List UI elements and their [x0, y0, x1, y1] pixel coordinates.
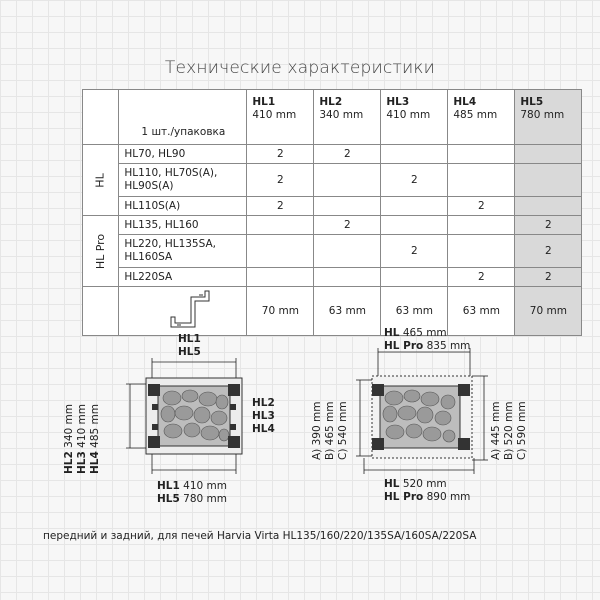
bracket-value-cell: 63 mm [448, 287, 515, 336]
right-left-labels: A) 390 mm B) 465 mm C) 540 mm [311, 401, 349, 460]
col-header-hl1: HL1 410 mm [247, 90, 314, 145]
value-cell: 2 [448, 197, 515, 216]
right-top-labels: HL 465 mm HL Pro 835 mm [384, 327, 471, 352]
model-cell: HL135, HL160 [119, 216, 247, 235]
model-cell: HL220SA [119, 268, 247, 287]
value-cell: 2 [247, 145, 314, 164]
model-cell: HL110, HL70S(A), HL90S(A) [119, 164, 247, 197]
page-title: Технические характеристики [164, 58, 436, 78]
bracket-value-cell: 63 mm [314, 287, 381, 336]
group-label-hl-pro: HL Pro [83, 216, 119, 287]
bracket-value-cell: 70 mm [515, 287, 582, 336]
left-side-labels: HL2 340 mm HL3 410 mm HL4 485 mm [63, 404, 101, 474]
value-cell: 2 [448, 268, 515, 287]
model-cell: HL70, HL90 [119, 145, 247, 164]
value-cell: 2 [247, 197, 314, 216]
group-label-hl: HL [83, 145, 119, 216]
col-header-hl2: HL2 340 mm [314, 90, 381, 145]
value-cell: 2 [247, 164, 314, 197]
model-cell: HL220, HL135SA, HL160SA [119, 235, 247, 268]
corner-label: 1 шт./упаковка [119, 90, 247, 145]
stones [161, 390, 229, 441]
left-top-labels: HL1 HL5 [178, 333, 201, 358]
bracket-value-cell: 70 mm [247, 287, 314, 336]
caption-text: передний и задний, для печей Harvia Virta HL135/160/220/135SA/160SA/220SA [43, 530, 477, 542]
value-cell: 2 [314, 145, 381, 164]
model-cell: HL110S(A) [119, 197, 247, 216]
value-cell: 2 [515, 268, 582, 287]
value-cell: 2 [381, 235, 448, 268]
right-right-labels: A) 445 mm B) 520 mm C) 590 mm [490, 401, 528, 460]
value-cell: 2 [314, 216, 381, 235]
value-cell: 2 [515, 235, 582, 268]
left-right-labels: HL2 HL3 HL4 [252, 397, 275, 435]
value-cell: 2 [381, 164, 448, 197]
col-header-hl4: HL4 485 mm [448, 90, 515, 145]
col-header-hl3: HL3 410 mm [381, 90, 448, 145]
col-header-hl5: HL5 780 mm [515, 90, 582, 145]
right-bottom-labels: HL 520 mm HL Pro 890 mm [384, 478, 471, 503]
left-bottom-labels: HL1 410 mm HL5 780 mm [157, 480, 227, 505]
bracket-value-cell: 63 mm [381, 287, 448, 336]
value-cell: 2 [515, 216, 582, 235]
